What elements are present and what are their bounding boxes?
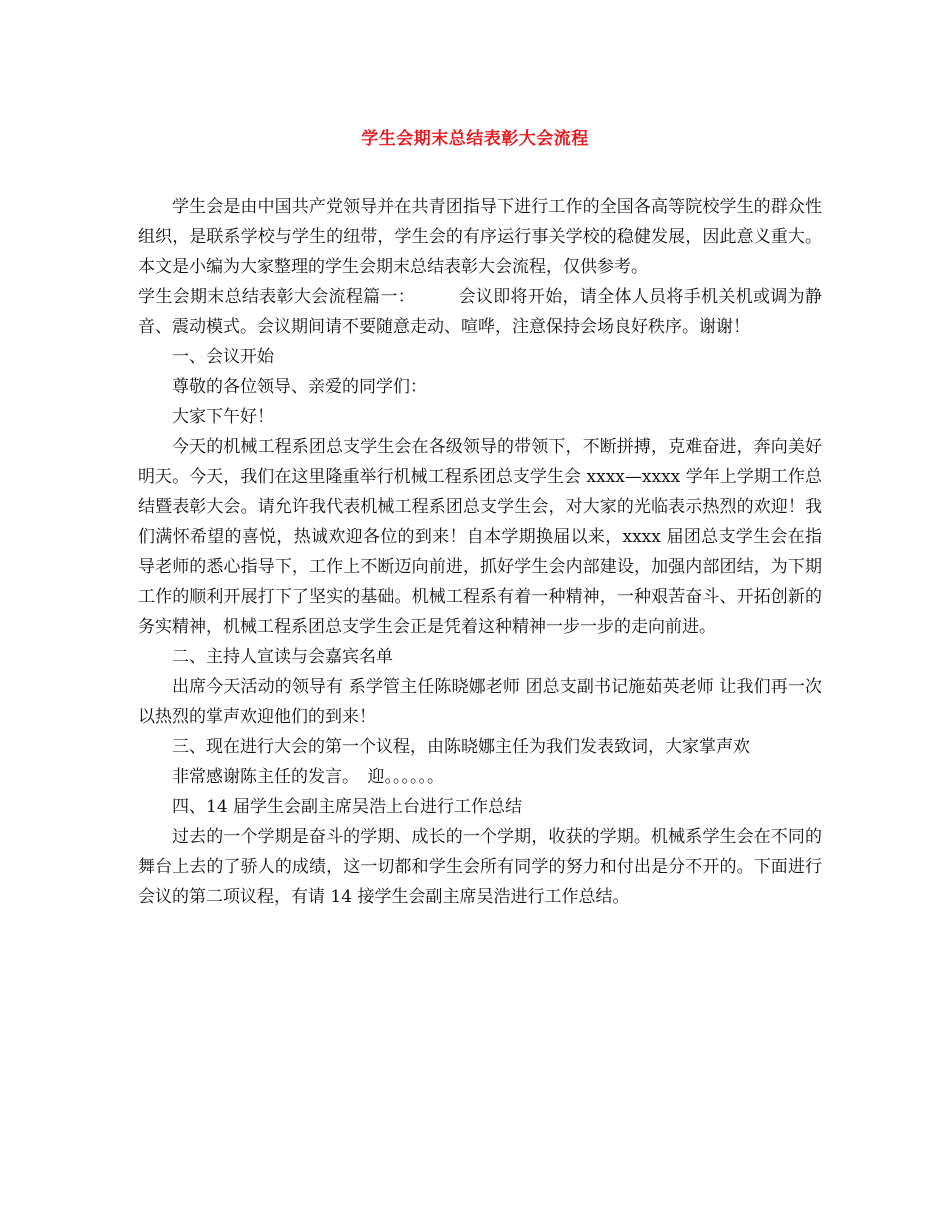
paragraph-hello: 大家下午好！ <box>172 407 274 427</box>
section-heading-guests: 二、主持人宣读与会嘉宾名单 <box>172 647 393 667</box>
paragraph-guests: 出席今天活动的领导有 系学管主任陈晓娜老师 团总支副书记施茹英老师 让我们再一次以热烈的掌声欢迎他们的到来！ <box>138 677 822 727</box>
section-heading-work-summary: 四、14 届学生会副主席吴浩上台进行工作总结 <box>172 797 523 817</box>
section-heading-opening: 一、会议开始 <box>172 347 274 367</box>
document-title: 学生会期末总结表彰大会流程 <box>361 129 589 149</box>
paragraph-thanks: 非常感谢陈主任的发言。 迎。。。。。。 <box>172 767 444 787</box>
section-heading-first-agenda: 三、现在进行大会的第一个议程，由陈晓娜主任为我们发表致词，大家掌声欢 <box>172 737 750 757</box>
paragraph-intro: 学生会是由中国共产党领导并在共青团指导下进行工作的全国各高等院校学生的群众性组织，是联系学校与学生的纽带，学生会的有序运行事关学校的稳健发展，因此意义重大。本文是小编为大家整理的学生会期末总结表彰大会流程，仅供参考。 <box>138 197 822 277</box>
document-body <box>138 192 822 912</box>
paragraph-greeting: 尊敬的各位领导、亲爱的同学们： <box>172 377 427 397</box>
paragraph-opening-speech: 今天的机械工程系团总支学生会在各级领导的带领下，不断拼搏，克难奋进，奔向美好明天。今天，我们在这里隆重举行机械工程系团总支学生会 xxxx—xxxx 学年上学期工作总结暨表彰大会。请允许我代表机械工程系团总支学生会，对大家的光临表示热烈的欢迎！我们满怀希望的喜悦，热诚欢迎各位的到来！自本学期换届以来，xxxx 届团总支学生会在指导老师的悉心指导下，工作上不断迈向前进，抓好学生会内部建设，加强内部团结，为下期工作的顺利开展打下了坚实的基础。机械工程系有着一种精神，一种艰苦奋斗、开拓创新的务实精神，机械工程系团总支学生会正是凭着这种精神一步一步的走向前进。 <box>138 437 822 637</box>
paragraph-work-summary: 过去的一个学期是奋斗的学期、成长的一个学期，收获的学期。机械系学生会在不同的舞台上去的了骄人的成绩，这一切都和学生会所有同学的努力和付出是分不开的。下面进行会议的第二项议程，有请 14 接学生会副主席吴浩进行工作总结。 <box>138 827 822 907</box>
paragraph-notice: 学生会期末总结表彰大会流程篇一： 会议即将开始，请全体人员将手机关机或调为静音、震动模式。会议期间请不要随意走动、喧哗，注意保持会场良好秩序。谢谢！ <box>138 287 822 337</box>
